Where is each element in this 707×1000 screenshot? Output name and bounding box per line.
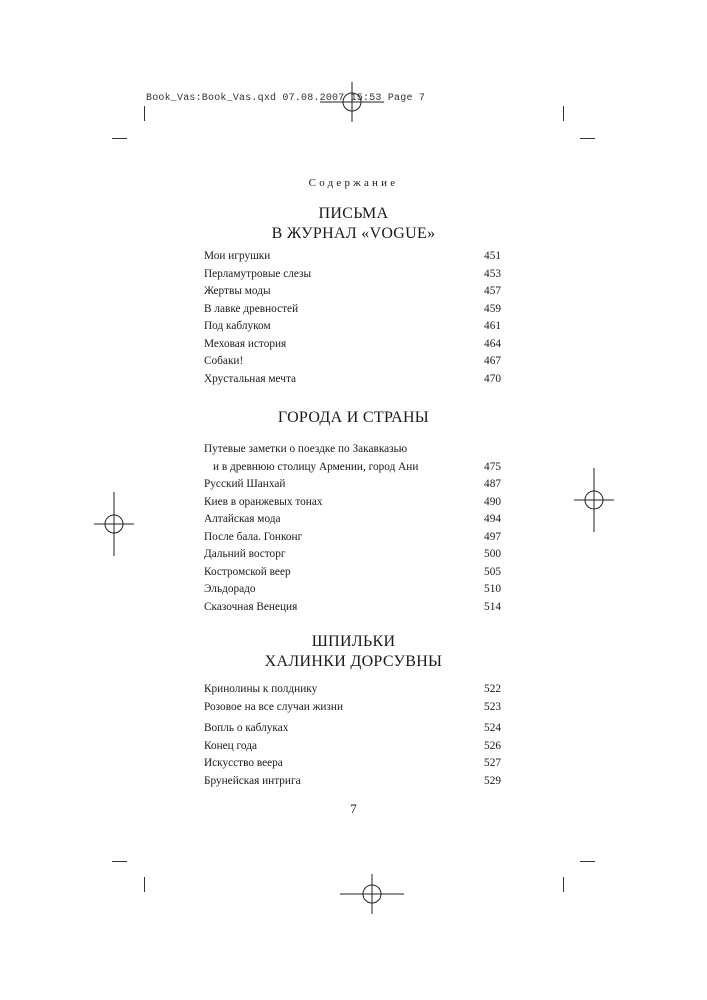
registration-mark-right-icon <box>574 468 614 532</box>
toc-entry-title: Перламутровые слезы <box>204 267 312 280</box>
toc-list <box>204 248 501 388</box>
toc-entry-title: Конец года <box>204 739 257 752</box>
toc-entry-title: Собаки! <box>204 355 244 367</box>
toc-entry-title: Путевые заметки о поездке по Закавказью <box>204 443 408 455</box>
toc-entry <box>204 738 501 756</box>
toc-entry-page: 497 <box>484 530 501 543</box>
toc-entry-page: 500 <box>484 548 501 560</box>
section-title-line: ПИСЬМА <box>318 205 389 222</box>
toc-entry-page: 526 <box>484 739 501 752</box>
section-title-line: ГОРОДА И СТРАНЫ <box>277 409 430 426</box>
toc-entry-page: 475 <box>484 460 501 473</box>
toc-entry <box>204 681 501 699</box>
registration-mark-bottom-icon <box>340 874 404 914</box>
section-title-line: ХАЛИНКИ ДОРСУВНЫ <box>264 653 443 670</box>
toc-entry-title: Костромской веер <box>204 565 291 578</box>
toc-list <box>204 681 501 790</box>
toc-entry-page: 490 <box>484 495 501 508</box>
toc-entry-page: 459 <box>484 302 501 315</box>
toc-entry <box>204 318 501 336</box>
toc-entry <box>204 720 501 738</box>
crop-mark-bottom-right-vertical <box>563 877 564 892</box>
toc-entry <box>204 301 501 319</box>
toc-entry-page: 514 <box>484 600 501 613</box>
toc-entry-title: Вопль о каблуках <box>204 722 289 734</box>
toc-entry-title: Мои игрушки <box>204 250 271 262</box>
toc-entry <box>204 755 501 773</box>
toc-entry-title: Сказочная Венеция <box>204 600 298 613</box>
toc-entry-title: Розовое на все случаи жизни <box>204 700 343 713</box>
toc-entry-page: 464 <box>484 337 501 350</box>
toc-entry-page: 505 <box>484 565 501 578</box>
print-slug-line: Book_Vas:Book_Vas.qxd 07.08.2007 15:53 Page 7 <box>146 93 426 104</box>
crop-mark-bottom-left-vertical <box>144 877 145 892</box>
toc-entry <box>204 266 501 284</box>
toc-entry-title: Русский Шанхай <box>204 478 286 490</box>
toc-entry-page: 529 <box>484 774 501 787</box>
toc-entry-page: 510 <box>484 583 501 595</box>
toc-list <box>204 441 501 616</box>
toc-entry-page: 522 <box>484 683 501 695</box>
toc-entry-page: 457 <box>484 285 501 297</box>
section-title-line: В ЖУРНАЛ «VOGUE» <box>271 225 436 242</box>
toc-entry <box>204 283 501 301</box>
toc-entry <box>204 494 501 512</box>
toc-entry <box>204 248 501 266</box>
running-head: Содержание <box>308 177 399 189</box>
toc-entry-title: Жертвы моды <box>204 285 271 297</box>
toc-entry <box>204 336 501 354</box>
section-title-line: ШПИЛЬКИ <box>311 633 396 650</box>
toc-entry <box>204 773 501 791</box>
toc-entry-page: 494 <box>484 513 501 525</box>
toc-entry <box>204 476 501 494</box>
toc-entry-title: Эльдорадо <box>204 583 256 595</box>
toc-entry-page: 524 <box>484 722 501 734</box>
toc-entry-title: Киев в оранжевых тонах <box>204 495 323 508</box>
toc-entry-page: 487 <box>484 478 501 490</box>
toc-entry <box>204 441 501 476</box>
toc-entry <box>204 546 501 564</box>
toc-entry-title: Под каблуком <box>204 320 271 332</box>
crop-mark-top-right-vertical <box>563 106 564 121</box>
toc-entry-title: Брунейская интрига <box>204 774 301 787</box>
section-title <box>0 632 707 672</box>
toc-entry-page: 453 <box>484 267 501 280</box>
registration-mark-left-icon <box>94 492 134 556</box>
toc-entry <box>204 581 501 599</box>
toc-entry-title-continued: и в древнюю столицу Армении, город Ани <box>213 460 419 473</box>
crop-mark-bottom-right-horizontal <box>580 861 595 862</box>
toc-entry <box>204 353 501 371</box>
toc-entry-page: 467 <box>484 355 501 367</box>
crop-mark-bottom-left-horizontal <box>112 861 127 862</box>
toc-entry-title: В лавке древностей <box>204 302 299 315</box>
toc-entry-page: 451 <box>484 250 501 262</box>
toc-entry-page: 461 <box>484 320 501 332</box>
toc-entry-title: Хрустальная мечта <box>204 372 297 385</box>
section-title <box>0 204 707 244</box>
crop-mark-top-left-horizontal <box>112 138 127 139</box>
toc-entry <box>204 371 501 389</box>
toc-entry <box>204 564 501 582</box>
toc-entry-title: Кринолины к полднику <box>204 683 318 695</box>
crop-mark-top-left-vertical <box>144 106 145 121</box>
toc-entry-title: Дальний восторг <box>204 548 286 560</box>
toc-entry-title: Искусство веера <box>204 757 283 769</box>
toc-entry <box>204 511 501 529</box>
page-number: 7 <box>350 801 357 816</box>
toc-entry-title: Алтайская мода <box>204 513 281 525</box>
toc-entry-page: 523 <box>484 700 501 713</box>
toc-entry <box>204 699 501 721</box>
toc-entry <box>204 599 501 617</box>
toc-entry-title: Меховая история <box>204 337 287 350</box>
toc-entry-title: После бала. Гонконг <box>204 530 303 543</box>
crop-mark-top-right-horizontal <box>580 138 595 139</box>
section-title <box>0 408 707 428</box>
toc-entry-page: 527 <box>484 757 501 769</box>
toc-entry <box>204 529 501 547</box>
registration-mark-top-icon <box>320 82 384 122</box>
toc-entry-page: 470 <box>484 372 501 385</box>
